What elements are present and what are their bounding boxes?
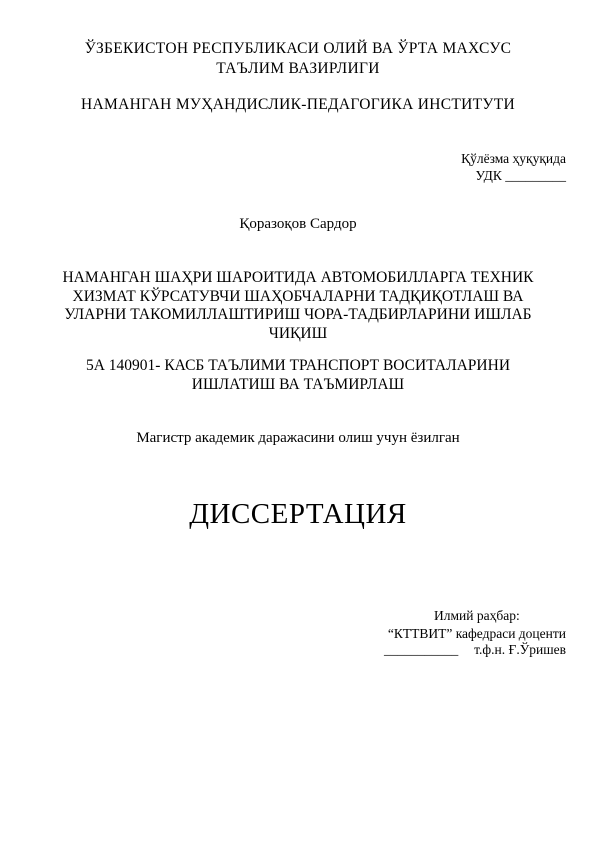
specialty-line-1: 5А 140901- КАСБ ТАЪЛИМИ ТРАНСПОРТ ВОСИТАЛАРИНИ	[85, 357, 511, 374]
degree-purpose: Магистр академик даражасини олиш учун ёзилган	[136, 430, 460, 446]
udc-field: УДК _________	[475, 168, 566, 183]
supervisor-label: Илмий раҳбар:	[434, 608, 520, 623]
document-type: ДИССЕРТАЦИЯ	[189, 498, 407, 530]
topic-line-1: НАМАНГАН ШАҲРИ ШАРОИТИДА АВТОМОБИЛЛАРГА ТЕХНИК	[62, 269, 534, 286]
specialty-line-2: ИШЛАТИШ ВА ТАЪМИРЛАШ	[191, 376, 405, 393]
supervisor-department: “КТТВИТ” кафедраси доценти	[387, 626, 566, 641]
institute-name: НАМАНГАН МУҲАНДИСЛИК-ПЕДАГОГИКА ИНСТИТУТИ	[81, 96, 515, 113]
ministry-line-2: ТАЪЛИМ ВАЗИРЛИГИ	[216, 60, 380, 77]
topic-line-3: УЛАРНИ ТАКОМИЛЛАШТИРИШ ЧОРА-ТАДБИРЛАРИНИ ИШЛАБ	[64, 306, 532, 323]
topic-line-2: ХИЗМАТ КЎРСАТУВЧИ ШАҲОБЧАЛАРНИ ТАДҚИҚОТЛАШ ВА	[72, 288, 524, 305]
author-name: Қоразоқов Сардор	[239, 216, 357, 232]
manuscript-rights: Қўлёзма ҳуқуқида	[461, 151, 566, 166]
ministry-line-1: ЎЗБЕКИСТОН РЕСПУБЛИКАСИ ОЛИЙ ВА ЎРТА МАХСУС	[84, 40, 512, 57]
topic-line-4: ЧИҚИШ	[268, 325, 328, 342]
signature-line: ___________	[384, 642, 459, 657]
supervisor-name: т.ф.н. Ғ.Ўришев	[474, 642, 566, 657]
